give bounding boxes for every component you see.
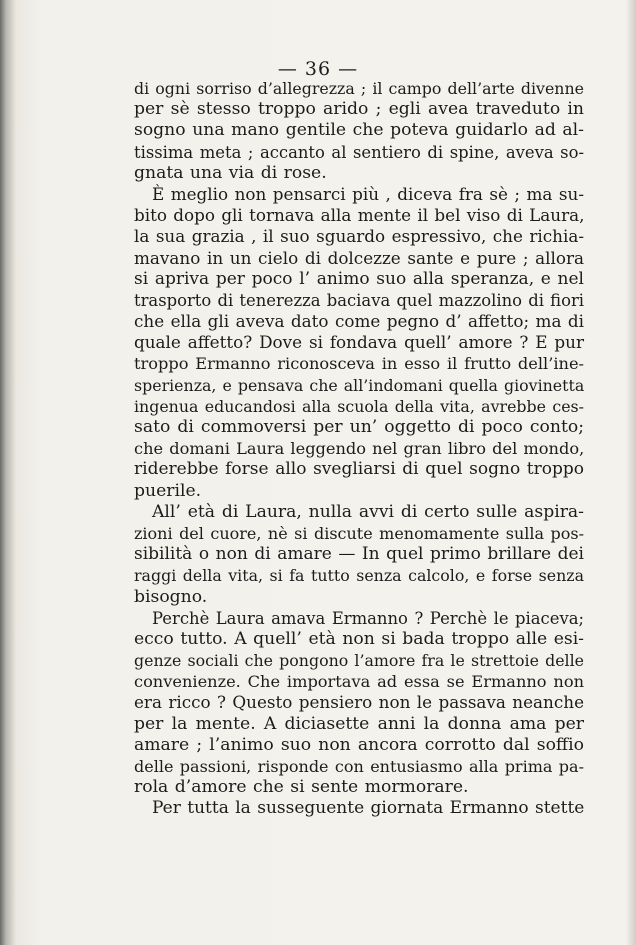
text-line: sato di commoversi per un’ oggetto di poco conto;: [134, 417, 584, 437]
text-line: Perchè Laura amava Ermanno ? Perchè le piaceva;: [152, 608, 584, 628]
text-line: per la mente. A diciasette anni la donna ama per: [134, 713, 584, 734]
text-line: tissima meta ; accanto al sentiero di spine, aveva so-: [134, 142, 584, 162]
text-line: ecco tutto. A quell’ età non si bada troppo alle esi-: [134, 628, 584, 649]
text-line: convenienze. Che importava ad essa se Ermanno non: [134, 672, 584, 692]
text-line: era ricco ? Questo pensiero non le passava neanche: [134, 692, 584, 713]
text-line: puerile.: [134, 480, 202, 501]
text-line: amare ; l’animo suo non ancora corrotto dal soffio: [134, 734, 584, 755]
text-line: zioni del cuore, nè si discute menomamente sulla pos-: [134, 523, 584, 543]
text-line: per sè stesso troppo arido ; egli avea traveduto in: [134, 99, 584, 120]
page-edge-shadow: [626, 0, 636, 945]
text-line: sperienza, e pensava che all’indomani quella giovinetta: [134, 375, 585, 395]
text-line: gnata una via di rose.: [134, 162, 327, 183]
text-line: rola d’amore che si sente mormorare.: [134, 777, 469, 798]
text-line: Per tutta la susseguente giornata Ermanno stette: [152, 798, 585, 819]
text-line: bito dopo gli tornava alla mente il bel viso di Laura,: [134, 205, 585, 226]
text-line: troppo Ermanno riconosceva in esso il frutto dell’ine-: [134, 354, 584, 374]
text-line: sibilità o non di amare — In quel primo brillare dei: [134, 544, 584, 565]
body-text: [134, 78, 584, 820]
text-line: quale affetto? Dove si fondava quell’ amore ? E pur: [134, 332, 584, 353]
text-line: genze sociali che pongono l’amore fra le strettoie delle: [134, 651, 584, 671]
text-line: sogno una mano gentile che poteva guidarlo ad al-: [134, 120, 584, 141]
page-number: — 36 —: [277, 58, 359, 80]
text-line: È meglio non pensarci più , diceva fra sè ; ma su-: [152, 183, 584, 204]
text-line: riderebbe forse allo svegliarsi di quel sogno troppo: [134, 459, 584, 480]
text-line: che domani Laura leggendo nel gran libro del mondo,: [134, 439, 585, 459]
text-line: raggi della vita, si fa tutto senza calcolo, e forse senza: [134, 566, 584, 586]
text-line: si apriva per poco l’ animo suo alla speranza, e nel: [134, 268, 584, 289]
text-line: bisogno.: [134, 586, 208, 607]
text-line: ingenua educandosi alla scuola della vita, avrebbe ces-: [134, 396, 584, 416]
text-line: delle passioni, risponde con entusiasmo alla prima pa-: [134, 757, 584, 776]
text-line: di ogni sorriso d’allegrezza ; il campo dell’arte divenne: [134, 79, 584, 98]
text-line: mavano in un cielo di dolcezze sante e pure ; allora: [134, 247, 584, 268]
text-line: che ella gli aveva dato come pegno d’ affetto; ma di: [134, 311, 584, 332]
text-line: trasporto di tenerezza baciava quel mazzolino di fiori: [134, 290, 585, 310]
text-line: All’ età di Laura, nulla avvi di certo sulle aspira-: [152, 501, 584, 522]
text-line: la sua grazia , il suo sguardo espressivo, che richia-: [134, 226, 584, 247]
